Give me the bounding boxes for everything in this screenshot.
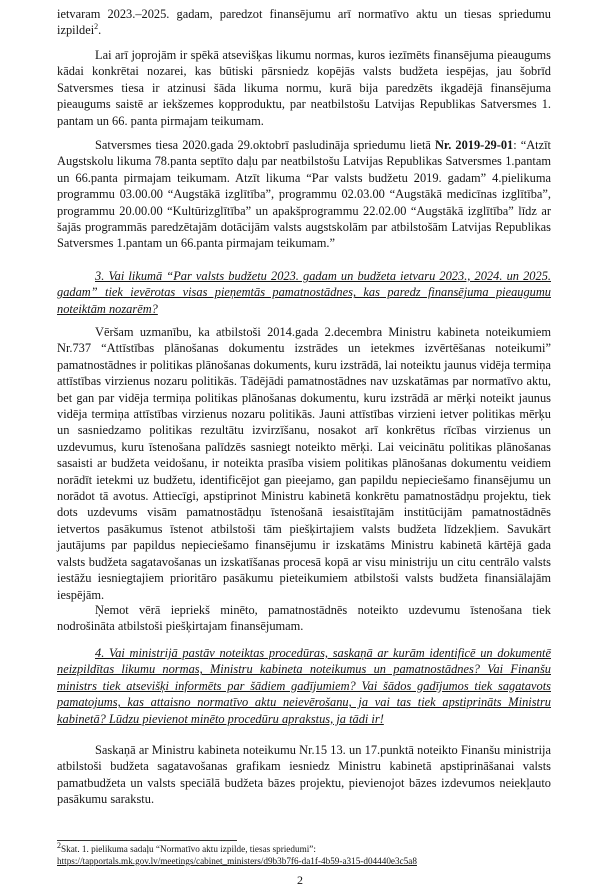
paragraph-court-judgment: Satversmes tiesa 2020.gada 29.oktobrī pasludināja spriedumu lietā Nr. 2019-29-01: “Atzīt Augstskolu likuma 78.panta septīto daļu par neatbilstošu Latvijas Republikas Satversmes 1.pantam un 66.panta pirmajam teikumam. Atzīt likuma “Par valsts budžetu 2019. gadam” 4.pielikuma programmu 03.00.00 “Augstākā izglītība”, programmu 02.03.00 “Augstākā medicīnas izglītība”, programmu 20.00.00 “Kultūrizglītība” un apakšprogrammu 22.02.00 “Augstākā izglītība” līdz ar šajās programmās paredzētajām dotācijām valsts augstskolām par atbilstošām Latvijas Republikas Satversmes 1.pantam un 66.panta pirmajam teikumam.” [57, 138, 551, 251]
case-number: Nr. 2019-29-01 [434, 138, 514, 152]
answer-3-conclusion: Ņemot vērā iepriekš minēto, pamatnostādnēs noteikto uzdevumu īstenošana tiek nodrošināta atbilstoši piešķirtajam finansējumam. [57, 603, 551, 634]
paragraph-continuation: ietvaram 2023.–2025. gadam, paredzot finansējumu arī normatīvo aktu un tiesas spriedumu izpildei$^2$. [57, 7, 551, 38]
answer-4-paragraph: Saskaņā ar Ministru kabineta noteikumu Nr.15 13. un 17.punktā noteikto Finanšu ministrija atbilstoši budžeta sagatavošanas grafikam iesniedz Ministru kabinetā apstiprināšanai valsts pamatbudžeta un valsts speciālā budžeta bāzes projektu, pievienojot bāzes izdevumos neiekļauto pasākumu sarakstu. [57, 743, 551, 807]
paragraph-legal-norms: Lai arī joprojām ir spēkā atsevišķas likumu normas, kuros iezīmēts finansējuma pieaugums kādai konkrētai nozarei, kas būtiski pārsniedz kopējās valsts budžeta iespējas, jau šobrīd Satversmes tiesa ir atzinusi šāda likuma normu, kurā bija paredzēts ikgadējā finansējuma pieaugums saistē ar iekšzemes kopproduktu, par neatbilstošu Latvijas Republikas Satversmes 1. pantam un 66. panta pirmajam teikumam. [57, 48, 551, 128]
footnote: $^2$Skat. 1. pielikuma sadaļu “Normatīvo aktu izpilde, tiesas spriedumi”: https://tapportals.mk.gov.lv/meetings/cabinet_ministers/d9b3b7f6-da1f-4b59-a315-d04440e3c5a8 [57, 840, 417, 866]
page-number: 2 [297, 873, 303, 887]
question-3: 3. Vai likumā “Par valsts budžetu 2023. gadam un budžeta ietvaru 2023., 2024. un 2025. gadam” tiek ievērotas visas pieņemtās pamatnostādnes, kas paredz finansējuma pieaugumu noteiktām nozarēm? [57, 269, 551, 316]
footnote-divider [57, 840, 237, 841]
footnote-link[interactable]: https://tapportals.mk.gov.lv/meetings/cabinet_ministers/d9b3b7f6-da1f-4b59-a315-d04440e3c5a8 [57, 855, 417, 866]
question-4: 4. Vai ministrijā pastāv noteiktas procedūras, saskaņā ar kurām identificē un dokumentē neizpildītas likumu normas, Ministru kabineta noteikumus un pamatnostādnes? Vai Finanšu ministrs tiek atsevišķi informēts par šādiem gadījumiem? Vai šādos gadījumos tiek sagatavots pamatojums, kas attaisno normatīvo aktu neievērošanu, ja vai tas tiek apstiprināts Ministru kabinetā? Lūdzu pievienot minēto procedūru aprakstus, ja tādi ir! [57, 646, 551, 726]
footnote-ref[interactable]: 2 [94, 22, 99, 32]
answer-3-paragraph: Vēršam uzmanību, ka atbilstoši 2014.gada 2.decembra Ministru kabineta noteikumiem Nr.737 “Attīstības plānošanas dokumentu izstrādes un ietekmes izvērtēšanas noteikumi” pamatnostādnes ir politikas plānošanas dokuments, kuru izstrādā, lai noteiktu jaunus vidēja termiņa attīstības virzienus nozaru politikās. Tādējādi pamatnostādnes nav uzskatāmas par normatīvo aktu, bet gan par vidēja termiņa politikas plānošanas dokumentu, kuru izstrādā ar mērķi noteikt jaunus vidēja termiņa attīstības virzienus nozaru politikās. Jauni attīstības virzieni ietver politikas mērķu un sasniedzamo politikas rezultātu izvirzīšanu, nosakot arī konkrētus rīcības virzienus un uzdevumus, kuru īstenošana palīdzēs sasniegt noteikto mērķi. Lai veicinātu politikas plānošanas sasaisti ar budžeta veidošanu, ir noteikta prasība visiem politikas plānošanas dokumentu veidiem norādīt ietekmi uz budžetu, identificējot gan pieejamo, gan papildu nepieciešamo finansējumu un norādot tā avotus. Attiecīgi, apstiprinot Ministru kabinetā konkrētu pamatnostādņu projektu, tiek dots uzdevums visām pamatnostādņu īstenošanā iesaistītajām institūcijām pamatnostādnēs ietvertos pasākumus īstenot atbilstoši tām piešķirtajiem valsts budžeta līdzekļiem. Savukārt jautājums par papildus nepieciešamo finansējumu ir izskatāms Ministru kabinetā kārtējā gada valsts budžeta sagatavošanas un izskatīšanas procesā kopā ar visu ministriju un citu centrālo valsts iestāžu iesniegtajiem prioritāro pasākumu pieteikumiem atbilstoši valsts budžeta finansiālajām iespējām. [57, 325, 551, 602]
